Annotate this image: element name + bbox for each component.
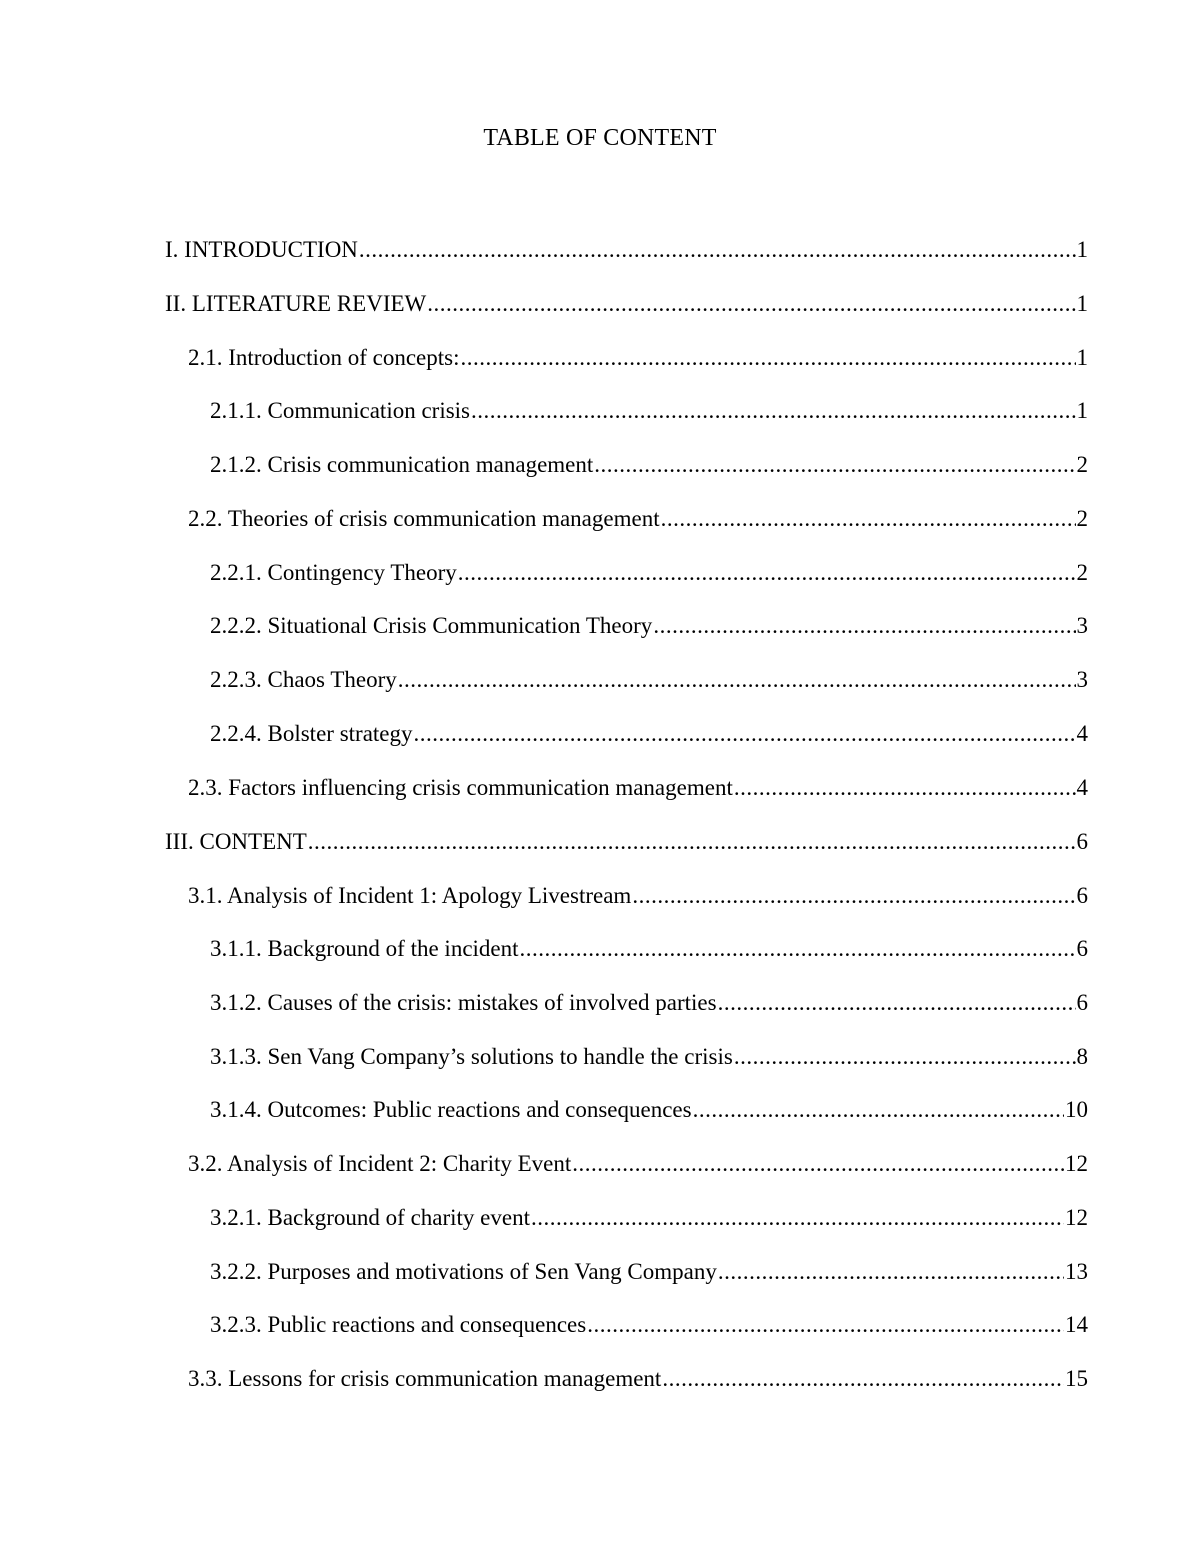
toc-entry-label: 2.2.3. Chaos Theory bbox=[210, 667, 397, 692]
toc-entry-page: 3 bbox=[1076, 667, 1088, 692]
toc-entry-page: 1 bbox=[1076, 237, 1088, 262]
toc-entry-3-2[interactable] bbox=[188, 1148, 1088, 1180]
toc-dot-leader bbox=[471, 395, 1075, 427]
toc-dot-leader bbox=[359, 234, 1076, 266]
toc-title: TABLE OF CONTENT bbox=[483, 125, 717, 151]
toc-entry-2-2-1[interactable] bbox=[210, 557, 1088, 589]
toc-entry-3-2-1[interactable] bbox=[210, 1202, 1088, 1234]
toc-dot-leader bbox=[661, 503, 1076, 535]
toc-entry-page: 6 bbox=[1076, 990, 1088, 1015]
toc-entry-literature-review[interactable] bbox=[165, 288, 1088, 320]
toc-dot-leader bbox=[653, 610, 1075, 642]
toc-dot-leader bbox=[458, 557, 1076, 589]
toc-entry-label: 2.1.2. Crisis communication management bbox=[210, 452, 594, 477]
toc-entry-page: 10 bbox=[1065, 1097, 1088, 1122]
toc-entry-label: 2.2.2. Situational Crisis Communication Theory bbox=[210, 613, 653, 638]
toc-dot-leader bbox=[572, 1148, 1064, 1180]
toc-entry-3-1-3[interactable] bbox=[210, 1041, 1088, 1073]
toc-entry-page: 2 bbox=[1076, 506, 1088, 531]
toc-entry-label: 2.1.1. Communication crisis bbox=[210, 398, 471, 423]
toc-entry-page: 4 bbox=[1076, 775, 1088, 800]
toc-entry-page: 15 bbox=[1065, 1366, 1088, 1391]
toc-entry-label: 3.1.2. Causes of the crisis: mistakes of involved parties bbox=[210, 990, 717, 1015]
toc-entry-3-1-1[interactable] bbox=[210, 933, 1088, 965]
toc-entry-page: 2 bbox=[1076, 452, 1088, 477]
toc-dot-leader bbox=[734, 1041, 1076, 1073]
toc-entry-page: 14 bbox=[1065, 1312, 1088, 1337]
toc-entry-page: 12 bbox=[1065, 1151, 1088, 1176]
toc-entry-label: 2.3. Factors influencing crisis communication management bbox=[188, 775, 733, 800]
toc-entry-2-3[interactable] bbox=[188, 772, 1088, 804]
toc-entry-page: 6 bbox=[1076, 883, 1088, 908]
toc-entry-2-1-2[interactable] bbox=[210, 449, 1088, 481]
toc-entry-label: 2.2.4. Bolster strategy bbox=[210, 721, 413, 746]
toc-entry-label: 3.3. Lessons for crisis communication management bbox=[188, 1366, 662, 1391]
toc-dot-leader bbox=[414, 718, 1076, 750]
toc-entry-3-3[interactable] bbox=[188, 1363, 1088, 1395]
toc-entry-content[interactable] bbox=[165, 826, 1088, 858]
toc-entry-2-1-1[interactable] bbox=[210, 395, 1088, 427]
toc-dot-leader bbox=[398, 664, 1076, 696]
toc-entry-label: 3.2.1. Background of charity event bbox=[210, 1205, 530, 1230]
toc-entry-page: 6 bbox=[1076, 829, 1088, 854]
toc-entry-3-2-3[interactable] bbox=[210, 1309, 1088, 1341]
toc-dot-leader bbox=[693, 1094, 1064, 1126]
toc-dot-leader bbox=[531, 1202, 1064, 1234]
toc-entry-page: 1 bbox=[1076, 345, 1088, 370]
toc-dot-leader bbox=[718, 987, 1076, 1019]
toc-entry-page: 1 bbox=[1076, 291, 1088, 316]
toc-dot-leader bbox=[520, 933, 1076, 965]
toc-entry-page: 13 bbox=[1065, 1259, 1088, 1284]
toc-entry-3-1-4[interactable] bbox=[210, 1094, 1088, 1126]
toc-entry-label: II. LITERATURE REVIEW bbox=[165, 291, 427, 316]
toc-entry-label: I. INTRODUCTION bbox=[165, 237, 358, 262]
toc-entry-2-2-3[interactable] bbox=[210, 664, 1088, 696]
toc-entry-page: 3 bbox=[1076, 613, 1088, 638]
toc-dot-leader bbox=[460, 342, 1075, 374]
toc-dot-leader bbox=[734, 772, 1076, 804]
toc-entry-label: 3.2.3. Public reactions and consequences bbox=[210, 1312, 587, 1337]
toc-dot-leader bbox=[718, 1256, 1064, 1288]
toc-dot-leader bbox=[587, 1309, 1064, 1341]
toc-entry-3-1[interactable] bbox=[188, 880, 1088, 912]
toc-entry-page: 4 bbox=[1076, 721, 1088, 746]
toc-entry-label: 3.2. Analysis of Incident 2: Charity Event bbox=[188, 1151, 572, 1176]
toc-dot-leader bbox=[632, 880, 1075, 912]
toc-entry-page: 1 bbox=[1076, 398, 1088, 423]
toc-entry-2-1[interactable] bbox=[188, 342, 1088, 374]
toc-dot-leader bbox=[594, 449, 1075, 481]
toc-entry-page: 12 bbox=[1065, 1205, 1088, 1230]
toc-entry-label: 3.2.2. Purposes and motivations of Sen Vang Company bbox=[210, 1259, 717, 1284]
toc-dot-leader bbox=[662, 1363, 1064, 1395]
toc-entry-label: 3.1.1. Background of the incident bbox=[210, 936, 519, 961]
toc-entry-page: 6 bbox=[1076, 936, 1088, 961]
toc-dot-leader bbox=[427, 288, 1075, 320]
toc-entry-label: 2.2. Theories of crisis communication management bbox=[188, 506, 660, 531]
toc-entry-label: 2.2.1. Contingency Theory bbox=[210, 560, 457, 585]
toc-entry-2-2[interactable] bbox=[188, 503, 1088, 535]
toc-entry-page: 2 bbox=[1076, 560, 1088, 585]
toc-entry-2-2-4[interactable] bbox=[210, 718, 1088, 750]
toc-entry-label: 3.1. Analysis of Incident 1: Apology Livestream bbox=[188, 883, 632, 908]
toc-entry-label: 2.1. Introduction of concepts: bbox=[188, 345, 460, 370]
toc-dot-leader bbox=[308, 826, 1076, 858]
toc-entry-page: 8 bbox=[1076, 1044, 1088, 1069]
toc-entry-3-1-2[interactable] bbox=[210, 987, 1088, 1019]
toc-entry-label: III. CONTENT bbox=[165, 829, 307, 854]
toc-entry-3-2-2[interactable] bbox=[210, 1256, 1088, 1288]
toc-entry-label: 3.1.3. Sen Vang Company’s solutions to handle the crisis bbox=[210, 1044, 733, 1069]
toc-entry-introduction[interactable] bbox=[165, 234, 1088, 266]
toc-entry-2-2-2[interactable] bbox=[210, 610, 1088, 642]
toc-entry-label: 3.1.4. Outcomes: Public reactions and consequences bbox=[210, 1097, 692, 1122]
